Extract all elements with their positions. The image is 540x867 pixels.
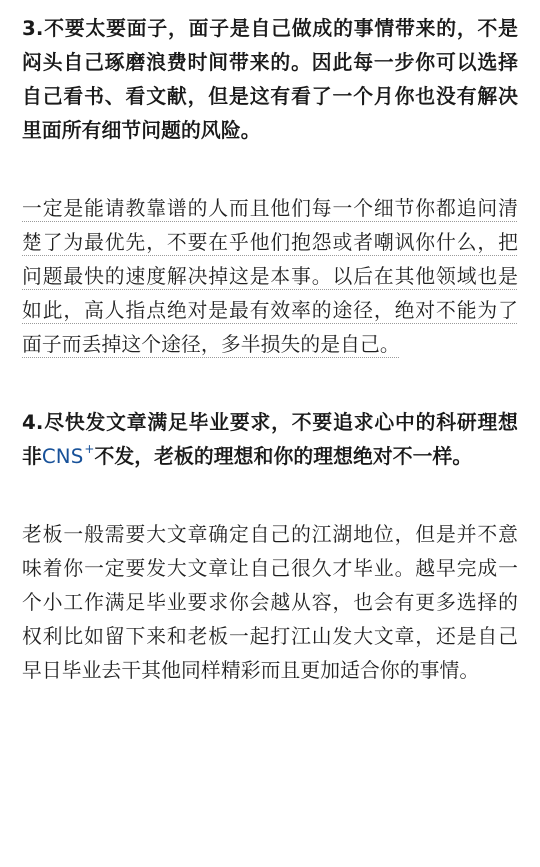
paragraph-advice-4 bbox=[22, 406, 518, 474]
article-body bbox=[22, 12, 518, 688]
paragraph-spacer bbox=[22, 474, 518, 518]
cns-link-mark-icon: + bbox=[84, 442, 95, 457]
paragraph-spacer bbox=[22, 362, 518, 406]
paragraph-ask-experts: 一定是能请教靠谱的人而且他们每一个细节你都追问清楚了为最优先，不要在乎他们抱怨或者嘲讽你什么，把问题最快的速度解决掉这是本事。以后在其他领域也是如此，高人指点绝对是最有效率的途径，绝对不能为了面子而丢掉这个途径，多半损失的是自己。 bbox=[22, 197, 518, 356]
advice-4-text-end: 不发，老板的理想和你的理想绝对不一样。 bbox=[94, 445, 473, 468]
paragraph-spacer bbox=[22, 148, 518, 192]
scrollbar[interactable] bbox=[536, 0, 540, 867]
cns-link-label: CNS bbox=[41, 445, 84, 468]
cns-link[interactable] bbox=[41, 442, 95, 468]
paragraph-boss-goals: 老板一般需要大文章确定自己的江湖地位，但是并不意味着你一定要发大文章让自己很久才毕业。越早完成一个小工作满足毕业要求你会越从容，也会有更多选择的权利比如留下来和老板一起打江山发大文章，还是自己早日毕业去干其他同样精彩而且更加适合你的事情。 bbox=[22, 523, 518, 682]
paragraph-advice-3: 3.不要太要面子，面子是自己做成的事情带来的，不是闷头自己琢磨浪费时间带来的。因此每一步你可以选择自己看书、看文献，但是这有看了一个月你也没有解决里面所有细节问题的风险。 bbox=[22, 17, 518, 142]
advice-4-text-start: 4.尽快发文章满足毕业要求，不要追求心中的科研理想非 bbox=[22, 411, 518, 468]
